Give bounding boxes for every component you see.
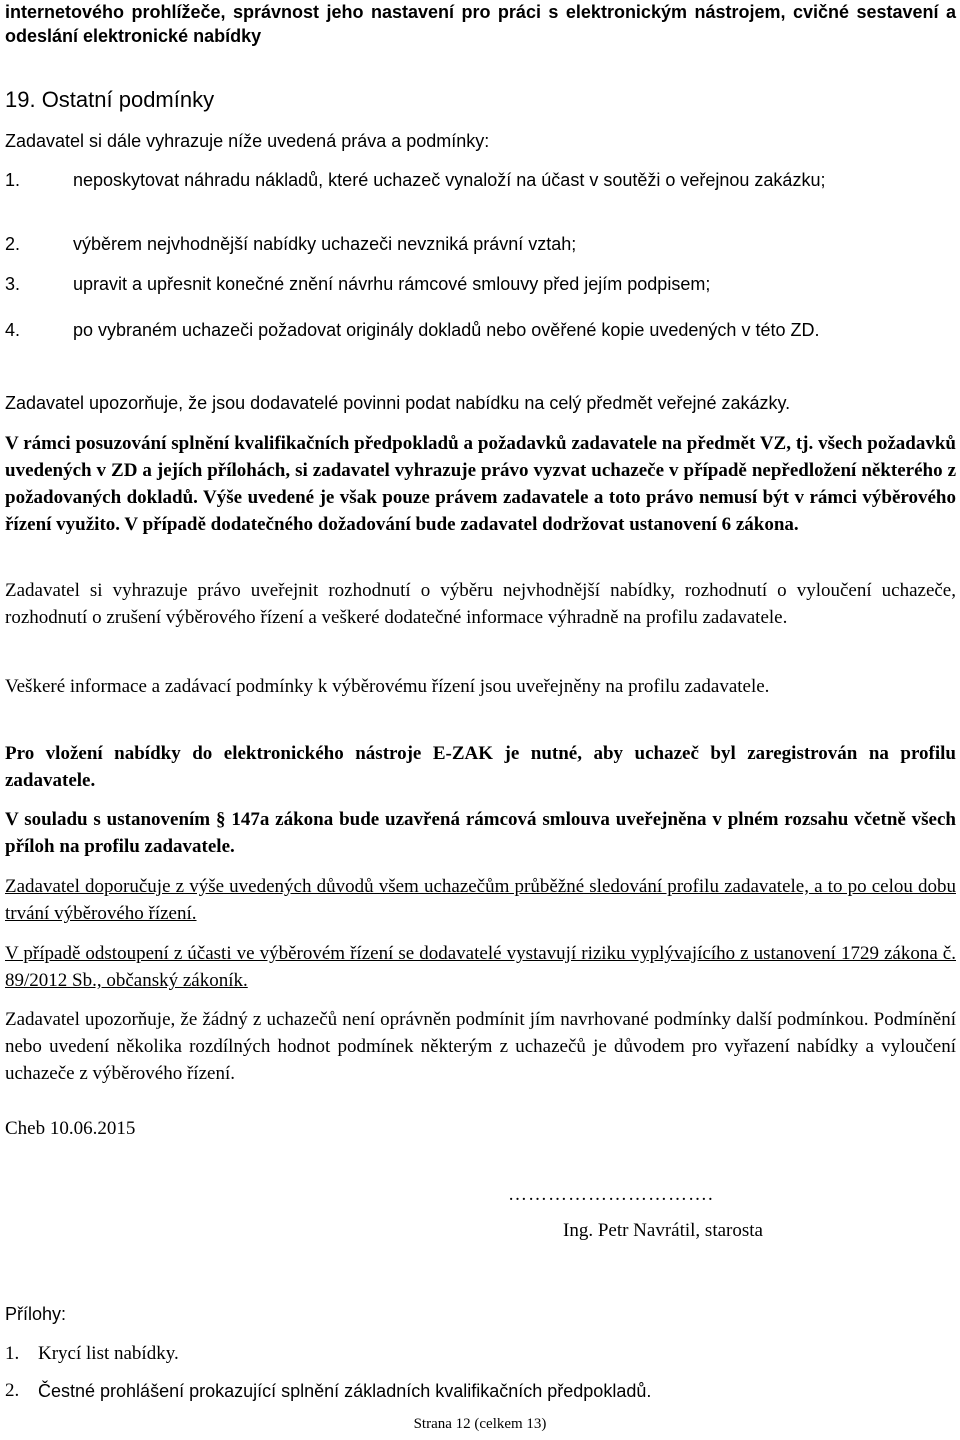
paragraph-conditions: Zadavatel upozorňuje, že žádný z uchazečů není oprávněn podmínit jím navrhované podmínky další podmínkou. Podmínění nebo uvedení několika rozdílných hodnot podmínek některým z uchazečů je důvodem pro vyřazení nabídky a vyloučení uchazeče z výběrového řízení. [5,1009,956,1084]
list-item-text: po vybraném uchazeči požadovat originály dokladů nebo ověřené kopie uvedených v této ZD. [73,320,820,340]
place-date: Cheb 10.06.2015 [5,1118,136,1139]
list-item-number: 2. [5,234,21,254]
list-item-text: výběrem nejvhodnější nabídky uchazeči nevzniká právní vztah; [73,234,577,254]
list-item-text: neposkytovat náhradu nákladů, které uchazeč vynaloží na účast v soutěži o veřejnou zakázku; [73,170,826,190]
paragraph-qualification: V rámci posuzování splnění kvalifikačních předpokladů a požadavků zadavatele na předmět VZ, tj. všech požadavků uvedených v ZD a jejích přílohách, si zadavatel vyhrazuje právo vyzvat uchazeče v případě nepředložení některého z požadovaných dokladů. Výše uvedené je však pouze právem zadavatele a toto právo nemusí být v rámci výběrového řízení využito. V případě dodatečného dožadování bude zadavatel dodržovat ustanovení 6 zákona. [5,433,956,535]
paragraph-information: Veškeré informace a zadávací podmínky k výběrovému řízení jsou uveřejněny na profilu zadavatele. [5,676,770,697]
list-item-number: 4. [5,320,21,340]
attachments-label: Přílohy: [5,1304,67,1324]
attachment-number: 2. [5,1380,20,1401]
attachment-number: 1. [5,1343,20,1364]
paragraph-notice: Zadavatel upozorňuje, že jsou dodavatelé povinni podat nabídku na celý předmět veřejné zakázky. [5,393,791,413]
list-item-number: 3. [5,274,21,294]
paragraph-contract: V souladu s ustanovením § 147a zákona bude uzavřená rámcová smlouva uveřejněna v plném rozsahu včetně všech příloh na profilu zadavatele. [5,809,956,857]
list-item-number: 1. [5,170,21,190]
paragraph-e-zak: Pro vložení nabídky do elektronického nástroje E-ZAK je nutné, aby uchazeč byl zaregistrován na profilu zadavatele. [5,743,956,791]
section-heading: 19. Ostatní podmínky [5,87,215,112]
paragraph-recommendation: Zadavatel doporučuje z výše uvedených důvodů všem uchazečům průběžné sledování profilu zadavatele, a to po celou dobu trvání výběrového řízení. [5,876,956,924]
list-item-text: upravit a upřesnit konečné znění návrhu rámcové smlouvy před jejím podpisem; [73,274,711,294]
paragraph-withdrawal: V případě odstoupení z účasti ve výběrovém řízení se dodavatelé vystavují riziku vyplývajícího z ustanovení 1729 zákona č. 89/2012 Sb., občanský zákoník. [5,943,956,991]
attachment-text: Čestné prohlášení prokazující splnění základních kvalifikačních předpokladů. [38,1381,652,1401]
section-lead: Zadavatel si dále vyhrazuje níže uvedená práva a podmínky: [5,131,490,151]
page-footer: Strana 12 (celkem 13) [413,1416,547,1432]
attachment-text: Krycí list nabídky. [38,1343,179,1364]
signatory-name: Ing. Petr Navrátil, starosta [563,1220,763,1241]
signature-line: …………………………. [508,1184,714,1205]
intro-text: internetového prohlížeče, správnost jeho nastavení pro práci s elektronickým nástrojem, cvičné sestavení a odeslání elektronické nabídky [5,2,956,46]
paragraph-publication: Zadavatel si vyhrazuje právo uveřejnit rozhodnutí o výběru nejvhodnější nabídky, rozhodnutí o vyloučení uchazeče, rozhodnutí o zrušení výběrového řízení a veškeré dodatečné informace výhradně na profilu zadavatele. [5,580,956,628]
